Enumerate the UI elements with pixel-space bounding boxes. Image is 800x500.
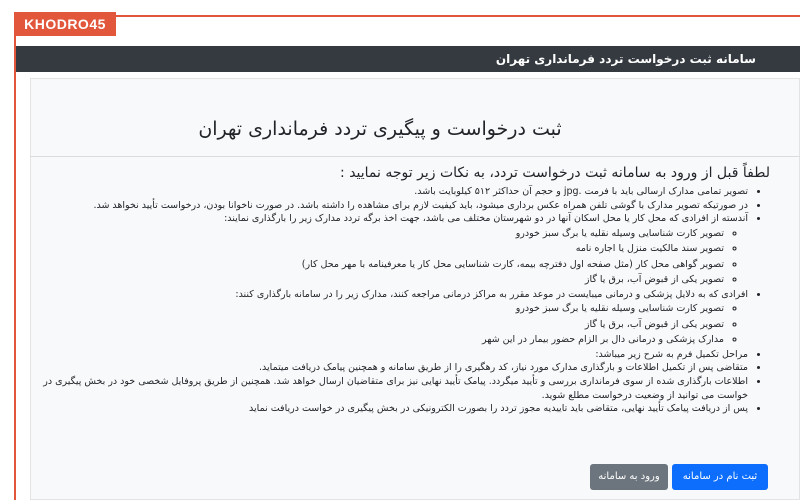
list-item: • متقاضی پس از تکمیل اطلاعات و بارگذاری مدارک مورد نیاز، کد رهگیری را از طریق سامانه و همچنین پیامک دریافت میتماید.: [30, 361, 748, 375]
page-title: ثبت درخواست و پیگیری تردد فرمانداری تهران: [198, 118, 562, 140]
sub-list-item: ◦ تصویر کارت شناسایی وسیله نقلیه یا برگ سبز خودرو: [30, 301, 724, 317]
sub-list-work: [30, 226, 748, 288]
login-button[interactable]: ورود به سامانه: [590, 464, 668, 490]
frame-top-line: [14, 15, 800, 17]
list-item: • پس از دریافت پیامک تأیید نهایی، متقاضی باید تاییدیه مجوز تردد را بصورت الکترونیکی در بخش پیگیری در خواست دریافت نماید: [30, 402, 748, 416]
list-item: • تصویر تمامی مدارک ارسالی باید با فرمت .jpg و حجم آن حداکثر ۵۱۲ کیلوبایت باشد.: [30, 185, 748, 199]
title-divider: [30, 156, 800, 157]
list-item-text: آندسته از افرادی که محل کار یا محل اسکان آنها در دو شهرستان مختلف می باشد، جهت اخذ برگه تردد مدارک زیر را بارگذاری نمایند:: [224, 213, 748, 225]
action-buttons: [590, 464, 768, 490]
list-item: [30, 212, 748, 288]
sub-list-item: ◦ تصویر گواهی محل کار (مثل صفحه اول دفترچه بیمه، کارت شناسایی محل کار یا معرفینامه با مهر محل کار): [30, 257, 724, 273]
sub-list-item: ◦ تصویر یکی از قبوض آب، برق یا گاز: [30, 272, 724, 288]
sub-list-item: ◦ تصویر کارت شناسایی وسیله نقلیه یا برگ سبز خودرو: [30, 226, 724, 242]
list-item: • اطلاعات بارگذاری شده از سوی فرمانداری بررسی و تأیید میگردد. پیامک تأیید نهایی نیز برای متقاضیان ارسال خواهد شد. همچنین از طریق پروفایل شخصی خود در بخش پیگیری در خواست می توانید از وضعیت درخواست مطلع شوید.: [30, 375, 748, 402]
list-item: • مراحل تکمیل فرم به شرح زیر میباشد:: [30, 348, 748, 362]
sub-list-medical: [30, 301, 748, 348]
notice-list: [30, 185, 770, 416]
navbar: [16, 46, 800, 72]
list-item: [30, 288, 748, 348]
list-item-text: افرادی که به دلایل پزشکی و درمانی میبایست در موعد مقرر به مراکز درمانی مراجعه کنند، مدارک زیر را در سامانه بارگذاری کنند:: [235, 288, 748, 300]
sub-list-item: ◦ تصویر یکی از قبوض آب، برق یا گاز: [30, 317, 724, 333]
register-button[interactable]: ثبت نام در سامانه: [672, 464, 768, 490]
list-item: • در صورتیکه تصویر مدارک با گوشی تلفن همراه عکس برداری میشود، باید کیفیت لازم برای مشاهده را داشته باشد. در صورت ناخوانا بودن، درخواست تأیید نخواهد شد.: [30, 199, 748, 213]
site-logo: KHODRO45: [14, 12, 116, 36]
notice-intro: لطفاً قبل از ورود به سامانه ثبت درخواست تردد، به نکات زیر توجه نمایید :: [340, 165, 770, 181]
frame-left-line: [14, 15, 16, 500]
sub-list-item: ◦ مدارک پزشکی و درمانی دال بر الزام حضور بیمار در این شهر: [30, 332, 724, 348]
notice-content: [30, 165, 770, 416]
sub-list-item: ◦ تصویر سند مالکیت منزل یا اجاره نامه: [30, 241, 724, 257]
navbar-title[interactable]: سامانه ثبت درخواست تردد فرمانداری تهران: [495, 52, 756, 66]
